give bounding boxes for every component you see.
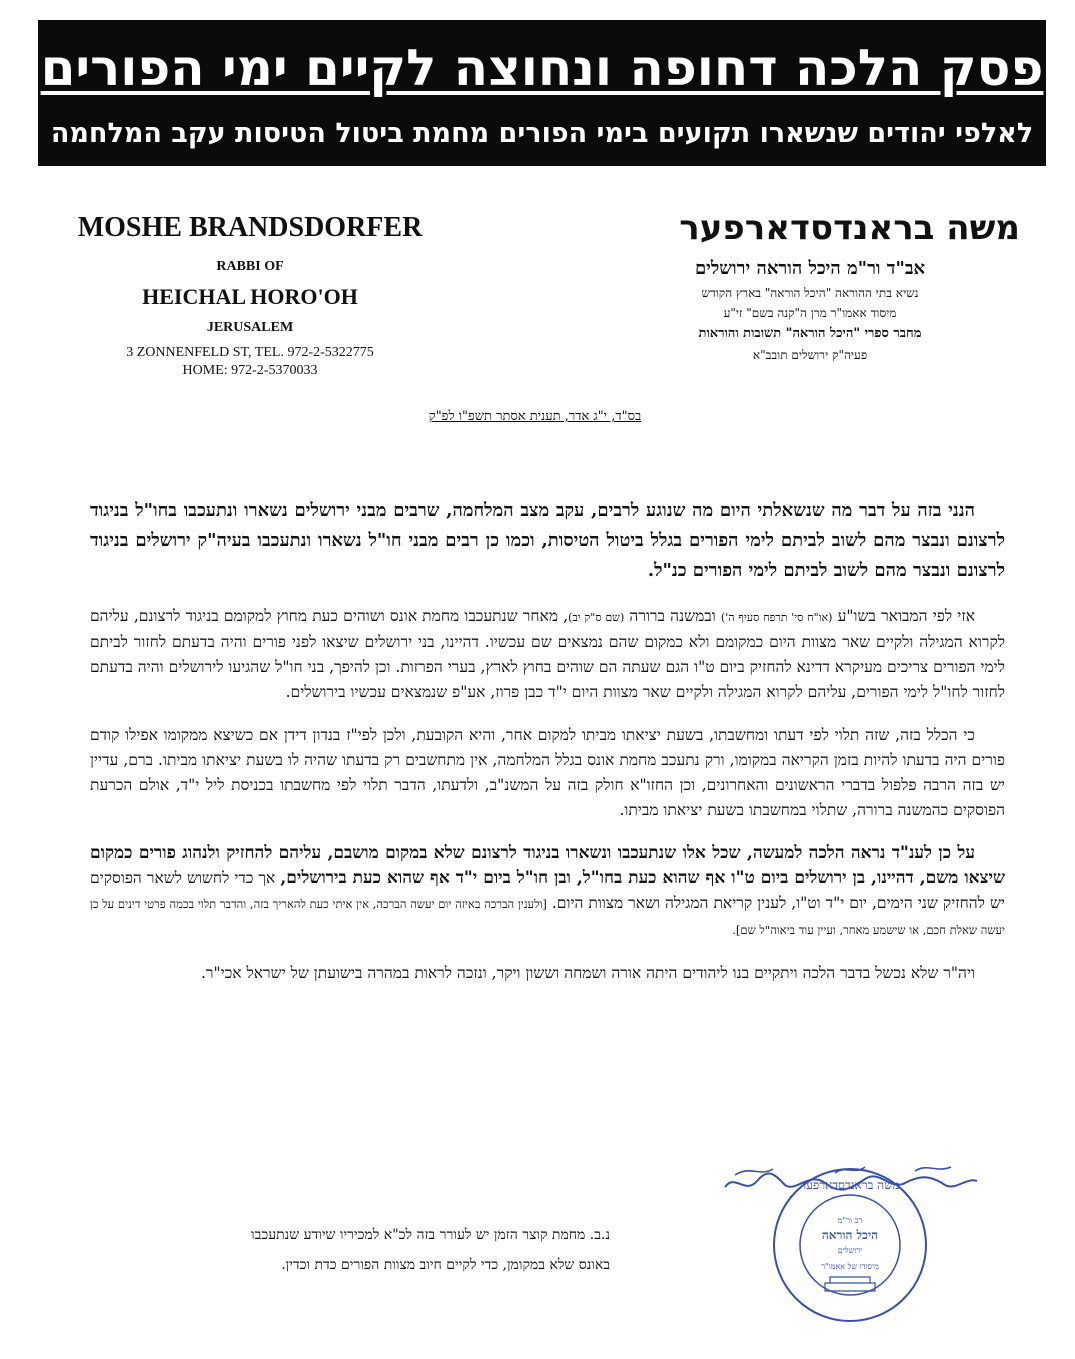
banner-title: פסק הלכה דחופה ונחוצה לקיים ימי הפורים: [40, 39, 1044, 97]
paragraph-2-text-b: ובמשנה ברורה: [624, 607, 721, 625]
city-en: JERUSALEM: [206, 320, 294, 335]
letterhead-line-1: נשיא בתי ההוראה "היכל הוראה" בארץ הקודש: [701, 286, 919, 300]
paragraph-3: כי הכלל בזה, שזה תלוי לפי דעתו ומחשבתו, בשעת יציאתו מביתו למקום אחר, והיא הקובעת, ולכן לפי"ז בנדון דידן אם כשיצא ממקומו אפילו קודם פורים היה בדעתו להיות בזמן הקריאה במקומו, ורק נתעכב מחמת אונס בגלל המלחמה, אין מתחשבים רק בדעתו שהיה לו בשעת יציאתו מביתו. ברם, עדיין יש בזה הרבה פלפול בדברי הראשונים והאחרונים, וכן החזו"א חולק בזה על המשנ"ב, ולדעתו, הדבר תלוי לפי מחשבתו בכניסת ליל י"ד, אולם הכרעת הפוסקים כהמשנה ברורה, שתלוי במחשבתו בשעת יציאתו מביתו.: [90, 726, 1005, 819]
home-phone-en: HOME: 972-2-5370033: [182, 363, 318, 378]
letterhead-line-2: מיסוד אאמו"ר מרן ה"קנה בשם" זי"ע: [723, 306, 897, 320]
letterhead-line-3: מחבר ספרי "היכל הוראה" תשובות והוראות: [698, 326, 922, 341]
paragraph-2-text-c: , מאחר שנתעכבו מחמת אונס ושוהים כעת מחוץ למקומם בניגוד לרצונם, עליהם לקרוא המגילה ולקיים שאר מצוות היום כמקומם ולא כמקום שהם נמצאים שם עכשיו. דהיינו, בני ירושלים שיצאו לפני פורים והיה בדעתם לחזור לביתם לימי הפורים צריכים מעיקרא דדינא להחזיק ביום ט"ו הגם שעתה הם שוהים בחוץ לארץ, בערי הפרזות. וכן להיפך, בני חו"ל שהגיעו לירושלים והיה בדעתם לחזור לחו"ל לימי הפורים, עליהם לקרוא המגילה ולקיים שאר מצוות היום י"ד כבן פרוז, אע"פ שנמצאים עכשיו בירושלים.: [90, 607, 1005, 701]
paragraph-2-text-a: אזי לפי המבואר בשו"ע: [832, 607, 975, 625]
rabbi-title-he: אב"ד ור"מ היכל הוראה ירושלים: [694, 258, 926, 279]
stamp-center-4: מיסודו של אאמו"ר: [821, 1262, 879, 1271]
letterhead-hebrew: [600, 205, 1020, 365]
stamp-ring-text: משה בראנדסדארפער: [800, 1178, 900, 1192]
letterhead-line-4: פעיה"ק ירושלים תובב"א: [752, 348, 868, 362]
rabbi-role-en: RABBI OF: [216, 259, 284, 274]
org-name-en: HEICHAL HORO'OH: [142, 284, 358, 309]
postscript-line-2: באונס שלא במקומן, כדי לקיים חיוב מצוות הפורים כדת וכדין.: [281, 1257, 610, 1273]
banner-subtitle: לאלפי יהודים שנשארו תקועים בימי הפורים מחמת ביטול הטיסות עקב המלחמה: [50, 118, 1034, 149]
source-citation-1: (או"ח סי' תרפח סעיף ה'): [720, 611, 833, 624]
stamp-center-3: ירושלים: [837, 1246, 863, 1255]
paragraph-2: [90, 604, 1005, 705]
stamp-center-2: היכל הוראה: [821, 1228, 879, 1242]
official-stamp: [770, 1165, 930, 1325]
ruling-bold: על כן לענ"ד נראה הלכה למעשה, שכל אלו שנתעכבו ונשארו בניגוד לרצונם שלא במקום מושבם, עליהם להחזיק ולנהוג פורים כמקום שיצאו משם, דהיינו, בן ירושלים ביום ט"ו אף שהוא כעת בחו"ל, ובן חו"ל ביום י"ד אף שהוא כעת בירושלים,: [90, 843, 1005, 888]
postscript-line-1: נ.ב. מחמת קוצר הזמן יש לעורר בזה לכ"א למכיריו שיודע שנתעכבו: [251, 1227, 610, 1243]
rabbi-name-he: משה בראנדסדארפער: [679, 208, 1020, 248]
paragraph-5: ויה"ר שלא נכשל בדבר הלכה ויתקיים בנו ליהודים היתה אורה ושמחה וששון ויקר, ונזכה לראות במהרה בישועתן של ישראל אכי"ר.: [200, 964, 975, 982]
postscript-note: [150, 1220, 610, 1280]
letter-body: [90, 496, 1005, 986]
address-en: 3 ZONNENFELD ST, TEL. 972-2-5322775: [126, 345, 374, 360]
stamp-center-1: רב ור"מ: [837, 1216, 863, 1225]
paragraph-4: [90, 841, 1005, 943]
header-banner: [38, 20, 1046, 166]
ruling-rest: אך כדי לחשוש לשאר הפוסקים יש להחזיק שני הימים, יום י"ד וט"ו, לענין קריאת המגילה ושאר מצוות היום.: [90, 869, 1005, 912]
rabbi-name-en: MOSHE BRANDSDORFER: [77, 212, 423, 243]
letter-date: בס"ד, י"ג אדר, תענית אסתר תשפ"ו לפ"ק: [428, 409, 642, 424]
letterhead-english: [60, 210, 440, 380]
ruling-note: [ולענין הברכה באיזה יום יעשה הברכה, אין איתי כעת להאריך בזה, והדבר תלוי בכמה פרטי דינים על כן יעשה שאלת חכם, או שישמע מאחר, ועיין עוד ביאוה"ל שם].: [90, 897, 1005, 937]
paragraph-1: הנני בזה על דבר מה שנשאלתי היום מה שנוגע לרבים, עקב מצב המלחמה, שרבים מבני ירושלים נשארו ונתעכבו בחו"ל בניגוד לרצונם ונבצר מהם לשוב לביתם לימי הפורים בגלל ביטול הטיסות, וכמו כן רבים מבני חו"ל נשארו ונתעכבו בעיה"ק ירושלים בניגוד לרצונם ונבצר מהם לשוב לביתם לימי הפורים כנ"ל.: [90, 500, 1005, 581]
source-citation-2: (שם ס"ק יב): [568, 611, 625, 624]
